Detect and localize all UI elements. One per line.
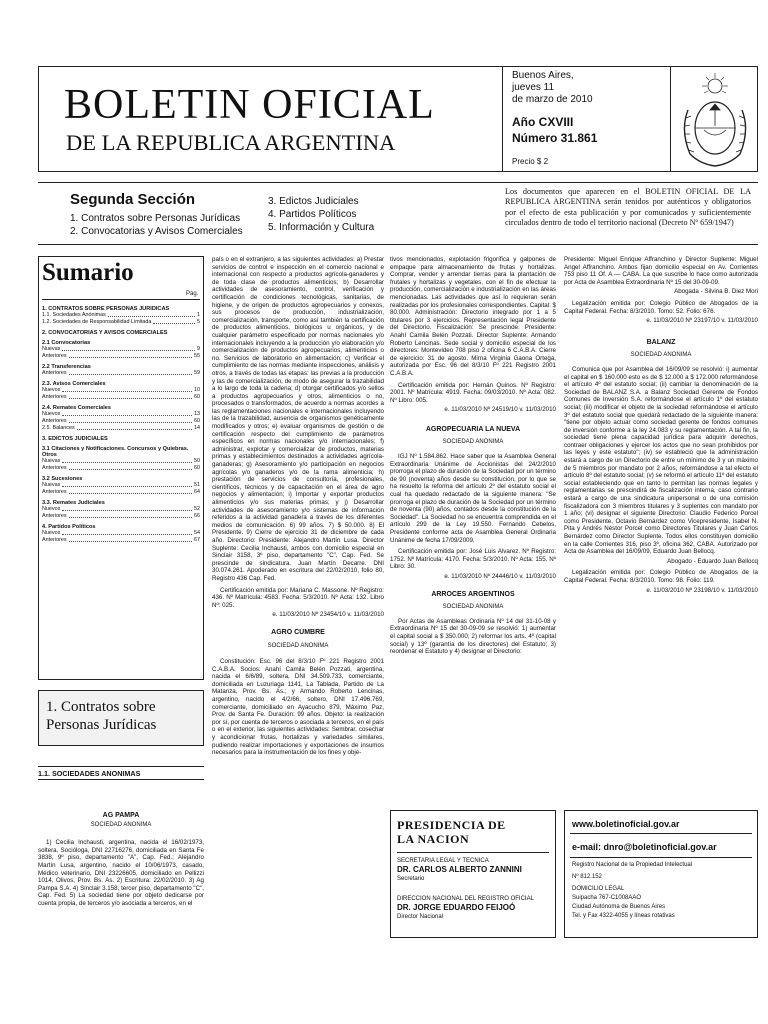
sumario-title: Sumario [42, 259, 134, 286]
date-line-3: de marzo de 2010 [512, 94, 593, 105]
sumario-entry-label: Anteriores [42, 370, 67, 376]
leader-dots [69, 394, 192, 399]
sumario-entry-page: 51 [194, 482, 200, 488]
sumario-entry-label: Nuevas [42, 346, 61, 352]
masthead-divider [502, 66, 503, 172]
publication-line: e. 11/03/2010 Nº 24446/10 v. 11/03/2010 [444, 572, 556, 580]
notice-text: IGJ Nº 1.584.862. Hace saber que la Asamblea General Extraordinaria Unánime de Accionistas del 24/2/2010 prorroga el plazo de duración de la Sociedad por un término de 90 (noventa) años desde su constitución, por lo que se ha resuelto la reforma del artículo 2º del estatuto social el cual ha quedado redactado de la siguiente manera: "Se prorroga el plazo de duración de la Sociedad por un término de noventa (90) años, contados desde la constitución de la Sociedad". La Sociedad no se encuentra comprendida en el artículo 299 de la Ley 19.550. Fernando Cebelos, Presidente conforme acta de Asamblea General Ordinaria Unánime de fecha 17/09/2009. [390, 453, 556, 544]
sumario-entry-page: 13 [194, 411, 200, 417]
certification-text: Legalización emitida por: Colegio Público de Abogados de la Capital Federal. Fecha: 8/3/2010. Tomo: 52. Folio: 676. [564, 299, 758, 315]
sumario-section-heading: 1. CONTRATOS SOBRE PERSONAS JURIDICAS [42, 306, 170, 312]
sumario-entry[interactable] [42, 370, 200, 377]
sumario-entry-label: Anteriores [42, 513, 67, 519]
column-4 [564, 256, 758, 596]
sumario-entry-label: Nuevos [42, 387, 61, 393]
sumario-entry[interactable] [42, 482, 200, 489]
sumario-entry-page: 60 [194, 394, 200, 400]
sumario-entry-label: Anteriores [42, 489, 67, 495]
contact-rule-1 [570, 833, 752, 834]
year-label: Año CXVIII [512, 115, 574, 129]
sumario-entry[interactable] [42, 465, 200, 472]
sumario-entry-label: Nuevas [42, 458, 61, 464]
masthead-subtitle: DE LA REPUBLICA ARGENTINA [66, 130, 396, 155]
sumario-entry[interactable] [42, 537, 200, 544]
secretario-label: Secretario [397, 876, 425, 882]
sumario-section-heading: 3. EDICTOS JUDICIALES [42, 436, 108, 442]
notice-text: tivos mencionados, explotación frigorífica y galpones de empaque para almacenamiento de frutas y hortalizas. Comprar, vender y arrendar tierras para la plantación de frutales y hortalizas y vegetales, con el fin de efectuar la producción, comercialización e industrialización en las áreas mencionadas. Las actividades que así lo requieran serán realizadas por los profesionales correspondientes. Capital: $ 80.000. Administración: Directorio integrado por 1 a 5 titulares por 3 ejercicios. Representación legal Presidente del Directorio. Fiscalización: Se prescinde. Presidente: Anahí Camila Belén Pozzati. Director Suplente: Armando Roberto Lencinas. Sede social y domicilio especial de los directores: Montevideo 708 piso 2 oficina 6 C.A.B.A. Cierre de ejercicio: 31 de agosto. Mirna Virginia Gaona Ortega, autorizada por Esc. 96 del 8/3/10 Fº 221 Registro 2001 C.A.B.A. [390, 256, 556, 377]
company-type: SOCIEDAD ANONIMA [90, 821, 152, 828]
notice-text: Presidente: Miguel Enrique Affranchino y Director Suplente: Miguel Angel Affranchino. Ambos fijan domicilio especial en Av. Corrientes 753 piso 11 Of. A — CABA. La que suscribe lo hace como autorizada por Acta de Asamblea Extraordinaria Nº 15 del 30-09-09. [564, 256, 758, 286]
certification-text: Certificación emitida por: José Luis Alvarez. Nº Registro: 1752. Nº Matrícula: 4170. Fecha: 5/3/2010. Nº Acta: 155. Nº Libro: 30. [390, 548, 556, 571]
website-link[interactable]: www.boletinoficial.gov.ar [572, 819, 680, 829]
company-heading: AG PAMPA [102, 812, 140, 819]
email-link[interactable]: e-mail: dnro@boletinoficial.gov.ar [572, 842, 717, 852]
masthead-divider-2 [670, 66, 671, 172]
sumario-entry[interactable] [42, 418, 200, 425]
contratos-line-1: 1. Contratos sobre [46, 699, 156, 715]
notice-text: Por Actas de Asambleas Ordinaria Nº 14 del 31-10-08 y Extraordinaria Nº 15 del 30-09-09 se resolvió: 1) aumentar el capital social a $ 350.000; 2) reformar los arts. 4º (capital social) y 13º (garantía de los directores) del Estatuto; 3) reordenar el Estatuto y 4) designar el Directorio: [390, 617, 556, 656]
leader-dots [69, 465, 192, 470]
number-label: Número 31.861 [512, 131, 598, 145]
domicilio-label: DOMICILIO LEGAL [572, 886, 625, 892]
sumario-entry-page: 9 [197, 346, 200, 352]
sumario-entry[interactable] [42, 394, 200, 401]
sumario-entry-page: 67 [194, 537, 200, 543]
certification-text: Certificación emitida por: Hernán Quinos. Nº Registro: 2001. Nº Matrícula: 4919. Fecha: 09/03/2010. Nº Acta: 082. Nº Libro: 005. [390, 381, 556, 404]
leader-dots [77, 425, 192, 430]
column-1 [38, 788, 204, 910]
presidencia-rule [397, 852, 549, 853]
leader-dots [62, 506, 192, 511]
sumario-entry-page: 59 [194, 370, 200, 376]
sumario-entry[interactable] [42, 530, 200, 537]
section-top-rule [38, 182, 758, 183]
sumario-entry[interactable] [42, 346, 200, 353]
sumario-entry-page: 50 [194, 458, 200, 464]
company-type: SOCIEDAD ANONIMA [267, 642, 329, 649]
leader-dots [69, 353, 192, 358]
leader-dots [62, 411, 192, 416]
subheading-top-rule [38, 766, 204, 767]
leader-dots [69, 370, 192, 375]
leader-dots [69, 513, 192, 518]
company-heading: ARROCES ARGENTINOS [431, 590, 515, 598]
company-type: SOCIEDAD ANONIMA [442, 439, 504, 446]
sumario-entry-page: 14 [194, 425, 200, 431]
sumario-entry[interactable] [42, 312, 200, 319]
publication-line: e. 11/03/2010 Nº 24519/10 v. 11/03/2010 [444, 406, 556, 414]
certification-text: Certificación emitida por: Mariana C. Massone. Nº Registro: 436. Nº Matrícula: 4583. Fecha: 5/3/2010. Nº Acta: 132. Libro Nº: 025. [212, 586, 384, 609]
sumario-entry[interactable] [42, 425, 200, 432]
leader-dots [69, 489, 192, 494]
sumario-section-heading: 3.2 Sucesiones [42, 476, 83, 482]
notice-text: Constitución: Esc. 96 del 8/3/10 Fº 221 Registro 2001 C.A.B.A. Socios: Anahí Camila Belén Pozzati, argentina, nacida el 6/6/89, soltera, DNI 34.509.733, comerciante, domiciliada en Luzuriaga 1141, La Tablada, Partido de La Matanza, Prov. Bs. As.; y Armando Roberto Lencinas, argentino, nacido el 4/2/66, soltero, DNI 17.496.769, comerciante, domiciliado en Ayacucho 879, Máximo Paz, Prov. de Santa Fe. Duración: 99 años. Objeto: la realización por sí, por cuenta de terceros o asociada a terceros, en el país o en el exterior, las siguientes actividades: Sembrar, cosechar y acondicionar frutas, hortalizas y variedades similares, pudiendo realizar importaciones y exportaciones de insumos necesarios para la instrumentación de los fines y obje- [212, 658, 384, 757]
signature-line: Abogada - Silvina B. Diez Mori [674, 288, 758, 296]
sumario-entry[interactable] [42, 411, 200, 418]
leader-dots [69, 418, 192, 423]
section-item: 3. Edictos Judiciales [268, 196, 359, 207]
signature-line: Abogado - Eduardo Juan Bellocq [667, 557, 758, 565]
sumario-entry[interactable] [42, 513, 200, 520]
leader-dots [62, 482, 192, 487]
sumario-entry-label: Anteriores [42, 353, 67, 359]
sumario-entry-page: 64 [194, 489, 200, 495]
company-type: SOCIEDAD ANONIMA [442, 604, 504, 611]
sumario-entry[interactable] [42, 353, 200, 360]
column-2 [212, 256, 384, 759]
telephone-line: Tel. y Fax 4322-4055 y líneas rotativas [572, 913, 675, 919]
sumario-entry-label: 1.1. Sociedades Anónimas [42, 312, 106, 318]
sumario-section-heading: 2.3. Avisos Comerciales [42, 381, 106, 387]
sumario-entry-label: Anteriores [42, 465, 67, 471]
leader-dots [62, 530, 192, 535]
date-line-1: Buenos Aires, [512, 70, 574, 81]
sumario-rule [42, 299, 200, 300]
sumario-entry[interactable] [42, 319, 200, 326]
sumario-section-heading: 2. CONVOCATORIAS Y AVISOS COMERCIALES [42, 330, 168, 336]
direccion-nacional: DIRECCION NACIONAL DEL REGISTRO OFICIAL [397, 896, 534, 902]
section-item: 1. Contratos sobre Personas Jurídicas [70, 213, 241, 224]
price-label: Precio $ 2 [512, 157, 549, 166]
subheading-bottom-rule [38, 779, 204, 780]
column-3 [390, 256, 556, 658]
presidencia-line-1: PRESIDENCIA DE [397, 818, 506, 832]
sumario-entry-label: Nuevas [42, 482, 61, 488]
sumario-entry-label: Anteriores [42, 537, 67, 543]
company-heading: BALANZ [646, 338, 676, 346]
registry-number: Nº 812.152 [572, 874, 602, 880]
publication-line: e. 11/03/2010 Nº 23198/10 v. 11/03/2010 [646, 586, 758, 594]
sumario-entry[interactable] [42, 458, 200, 465]
registry-label: Registro Nacional de la Propiedad Intelectual [572, 862, 693, 868]
sumario-entry-page: 52 [194, 506, 200, 512]
date-block [512, 70, 593, 106]
director-label: Director Nacional [397, 914, 444, 920]
sumario-entry-label: 1.2. Sociedades de Responsabilidad Limitada [42, 319, 152, 325]
registry-info [572, 861, 692, 921]
masthead-title: BOLETIN OFICIAL [64, 82, 435, 128]
sumario-list [42, 302, 200, 544]
presidencia-line-2: LA NACION [397, 832, 470, 846]
legal-notice: Los documentos que aparecen en el BOLETIN OFICIAL DE LA REPUBLICA ARGENTINA serán tenidos por auténticos y obligatorios por el efecto de esta publicación y por comunicados y suficientemente circulados dentro de todo el territorio nacional (Decreto Nº 659/1947) [505, 187, 751, 228]
sumario-section-heading: 3.3. Remates Judiciales [42, 500, 105, 506]
sumario-section-heading: 2.4. Remates Comerciales [42, 405, 112, 411]
contratos-line-2: Personas Jurídicas [46, 717, 157, 733]
leader-dots [62, 346, 195, 351]
sumario-entry-page: 60 [194, 418, 200, 424]
notice-text: país o en el extranjero, a las siguientes actividades: a) Prestar servicios de control e inspección en el comercio nacional e internacional con respecto a productos agrícola-ganaderos y de toda clase de productos alimenticios; b) Desarrollar actividades de asesoramiento, control, verificación y certificación de condiciones tecnológicas, sanitarias, de higiene, y de origen de productos agropecuarios y conexos, sus procesos de producción, industrialización, comercialización, transporte, como así también la certificación de productos alimenticios, biológicos u orgánicos, y de cualquier parámetro especificado por normas nacionales y/o internacionales incluyendo a la producción y/o elaboración y/o comercialización de productos agropecuarios, alimenticios o no. Servicios de laboratorio en alimentación; c) Verificar el cumplimiento de las normas mediante inspecciones, análisis y otros, a través de todas las etapas: las previas a la producción y las de comercialización, de modo de asegurar la trazabilidad a lo largo de toda la cadena; d) otorgar certificados y/o sellos a productos agropecuarios y otros, alimenticios o no, procesados o transformados, de acuerdo a normas acordes a las reglamentaciones nacionales e internacionales incluyendo las de la trazabilidad, ausencia de organismos genéticamente modificados y otros; e) evaluar organismos de gestión o de certificación respecto del cumplimiento de parámetros específicos en normas nacionales y/o internacionales; f) administrar, explotar y comercializar de productos, materias primas y establecimientos destinados a actividades agrícola-ganaderas; g) Asesoramiento y/o participación en negocios agrícolas y/o ganaderos y/o de la rama alimenticia; h) prestación de servicios de consultoría, profesionales, científicos, técnicos y de capacitación en el área de agro negocios y alimentación; i) Importar y exportar productos alimenticios y/o sus materias primas; y j) Desarrollar actividades de asesoramiento y/o sistemas de información referidos a la actividad ganadera a través de los diferentes medios de comunicación. 6) 99 años. 7) $ 50.000. 8) El Presidente. 9) Cierre de ejercicio 31 de diciembre de cada año. Directorio: Presidente: Alejandro Martín Lusa. Director Suplente: Cecilia Inchausti, ambos con domicilio especial en Sinclair 3158, 3º piso, departamento "C", Cap. Fed. Se prescinde de sindicatura. Juan Martín Decarre. DNI 30.074.261. Apoderado en escritura del 22/02/2010, folio 80, Registro 436 Cap. Fed. [212, 256, 384, 582]
section-title: Segunda Sección [70, 191, 196, 208]
publication-line: e. 11/03/2010 Nº 23454/10 v. 11/03/2010 [272, 611, 384, 619]
sumario-entry-label: Nuevos [42, 411, 61, 417]
secretaria-legal: SECRETARIA LEGAL Y TECNICA [397, 858, 489, 864]
company-heading: AGRO CUMBRE [271, 628, 325, 636]
address-line-2: Ciudad Autónoma de Buenos Aires [572, 904, 666, 910]
section-item: 2. Convocatorias y Avisos Comerciales [70, 226, 243, 237]
zannini-name: DR. CARLOS ALBERTO ZANNINI [397, 865, 522, 874]
sumario-entry-label: Nuevos [42, 506, 61, 512]
feijoo-name: DR. JORGE EDUARDO FEIJOÓ [397, 903, 516, 912]
sumario-section-heading: 2.2 Transferencias [42, 364, 91, 370]
presidencia-title [397, 818, 506, 846]
sumario-entry[interactable] [42, 489, 200, 496]
section-bottom-rule [38, 244, 758, 245]
address-line-1: Suipacha 767-C1008AAO [572, 895, 642, 901]
sumario-section-heading: 4. Partidos Políticos [42, 524, 96, 530]
sumario-section-heading: 3.1 Citaciones y Notificaciones. Concursos y Quiebras. Otros [42, 446, 189, 458]
section-item: 4. Partidos Políticos [268, 209, 357, 220]
leader-dots [108, 312, 195, 317]
sumario-entry[interactable] [42, 387, 200, 394]
sumario-section-heading: 2.1 Convocatorias [42, 340, 91, 346]
sumario-entry-page: 66 [194, 513, 200, 519]
section-item: 5. Información y Cultura [268, 222, 375, 233]
sumario-entry-page: 55 [194, 353, 200, 359]
sumario-entry-page: 10 [194, 387, 200, 393]
presidencia-details [397, 857, 553, 921]
sumario-entry-label: Anteriores [42, 418, 67, 424]
section-items-right [268, 195, 374, 234]
sumario-entry-label: 2.5. Balances [42, 425, 75, 431]
sumario-entry-page: 5 [197, 319, 200, 325]
sumario-entry-page: 60 [194, 465, 200, 471]
certification-text: Legalización emitida por: Colegio Público de Abogados de la Capital Federal. Fecha: 8/3/2010. Tomo: 98. Folio: 119. [564, 569, 758, 584]
leader-dots [153, 319, 195, 324]
leader-dots [62, 458, 192, 463]
sumario-entry-label: Nuevos [42, 530, 61, 536]
coat-of-arms-icon [676, 70, 754, 170]
sumario-entry-page: 1 [197, 312, 200, 318]
section-items-left [70, 212, 243, 238]
company-type: SOCIEDAD ANONIMA [630, 352, 692, 359]
sumario-entry[interactable] [42, 506, 200, 513]
contratos-title [46, 698, 156, 734]
contact-rule-2 [570, 857, 752, 858]
sumario-entry-page: 54 [194, 530, 200, 536]
notice-text: 1) Cecilia Inchausti, argentina, nacida el 16/02/1973, soltera, Socióloga, DNI 22716276, domiciliada en Santa Fe 3838, 9º piso, departamento "A", Cap. Fed.; Alejandro Martín Lusa, argentino, nacido el 10/06/1973, casado, Médico veterinario, DNI 23226605, domiciliado en Pellizzi 1014, Olivos, Prov. Bs. As. 2) Escritura: 22/02/2010. 3) Ag Pampa S.A. 4) Sinclair 3.158, tercer piso, departamento "C", Cap. Fed. 5) La sociedad tiene por objeto dedicarse por cuenta propia, de terceros y/o asociada a terceros, en el [38, 839, 204, 907]
date-line-2: jueves 11 [512, 82, 555, 93]
leader-dots [62, 387, 192, 392]
leader-dots [69, 537, 192, 542]
subheading-sociedades: 1.1. SOCIEDADES ANONIMAS [38, 769, 141, 778]
company-heading: AGROPECUARIA LA NUEVA [425, 425, 521, 433]
sumario-entry-label: Anteriores [42, 394, 67, 400]
notice-text: Comunica que por Asamblea del 16/09/09 se resolvió: i) aumentar el capital en $ 160.000 esto es de $ 12.000 a $ 172.000 reformándose el artículo 4º del estatuto social; (ii) cambiar la denominación de la Sociedad de BALANZ S.A. a Balanz Sociedad Gerente de Fondos Comunes de Inversión S.A. reformándose el artículo 1º del estatuto social; (iii) modificar el objeto de la sociedad reformándose el artículo 3º del estatuto social que quedará redactado de la siguiente manera: "tiene por objeto actuar como sociedad gerente de fondos comunes de inversión conforme a la ley 24.083 y su reglamentación. A tal fin, la sociedad tiene plena capacidad jurídica para adquirir derechos, contraer obligaciones y ejercer los actos que no sean prohibidos por las leyes y este estatuto"; (iv) se estableció que la administración estará a cargo de un Directorio de entre un mínimo de 3 y un máximo de 5 miembros por mandato por 2 años, reformándose a tal efecto el artículo 8º del estatuto social; (v) se reformó el artículo 11º del estatuto social estableciendo que en tanto lo permitan las normas legales y reglamentarias se prescindirá de fiscalización interna, caso contrario estará a cargo de una sindicatura unipersonal o de una comisión fiscalizadora con 3 miembros titulares y 3 suplentes con mandato por 1 año; (vi) designar el siguiente Directorio: Claudio Federico Porcel como Presidente, Octavio Bernárdez como Vicepresidente, Isabel N. Pita y Andrés Néstor Porcel como Directores Titulares y Juan Carlos Bernárdez como Director Suplente. Todos ellos constituyen domicilio en la calle Corrientes 316, piso 3º, oficina 362, CABA. Autorizado por Acta de Asamblea del 16/09/09, Eduardo Juan Bellocq. [564, 365, 758, 556]
publication-line: e. 11/03/2010 Nº 23197/10 v. 11/03/2010 [646, 317, 758, 325]
sumario-pag-label: Pág. [186, 291, 199, 297]
